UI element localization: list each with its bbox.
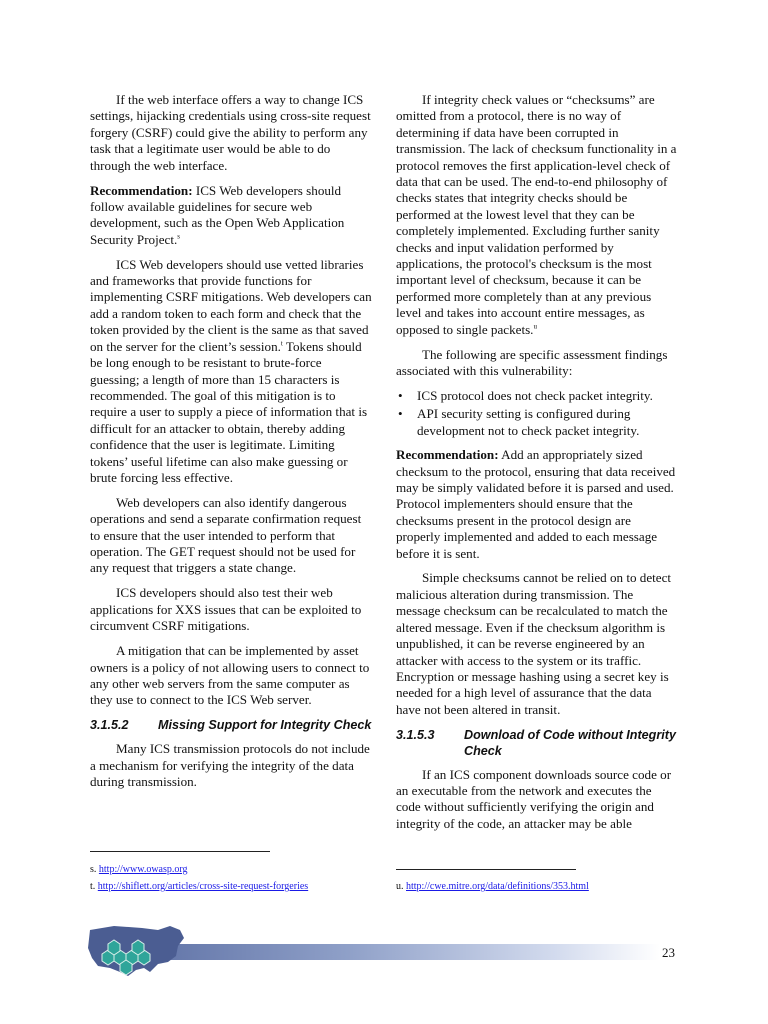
list-item-text: ICS protocol does not check packet integrity. bbox=[417, 387, 653, 403]
list-item bbox=[396, 406, 678, 439]
paragraph-text: ICS Web developers should use vetted libraries and frameworks that provide functions for implementing CSRF mitigations. Web developers can add a random token to each form and check that the token provided by the client is the same as that saved on the server for the client’s session. bbox=[90, 256, 372, 354]
findings-list bbox=[396, 388, 678, 439]
footnote-divider bbox=[90, 851, 270, 852]
paragraph: The following are specific assessment findings associated with this vulnerability: bbox=[396, 346, 668, 378]
footnote-label: s. bbox=[90, 864, 97, 875]
paragraph: Simple checksums cannot be relied on to detect malicious alteration during transmission. The message checksum can be recalculated to match the altered message. Even if the checksum algorithm is unpublished, it can be reverse engineered by an attacker with access to the system or its traffic. Encryption or message hashing using a secret key is needed for a high level of assurance that the data have not been altered in transit. bbox=[396, 570, 672, 717]
section-number: 3.1.5.2 bbox=[90, 718, 129, 733]
footnote-label: t. bbox=[90, 881, 96, 892]
footnote-ref-t[interactable]: t bbox=[280, 339, 283, 348]
paragraph: Web developers can also identify dangerous operations and send a separate confirmation request to ensure that the user intended to perform that operation. The GET request should not be used for any request that triggers a state change. bbox=[90, 494, 362, 576]
hexagon-icon bbox=[120, 960, 132, 975]
paragraph: If an ICS component downloads source code or an executable from the network and executes the code without sufficiently verifying the origin and integrity of the code, an attacker may be able bbox=[396, 766, 672, 831]
footnote-label: u. bbox=[396, 881, 404, 892]
bullet-icon: • bbox=[398, 406, 403, 422]
recommendation-label: Recommendation: bbox=[90, 182, 193, 198]
us-map-logo-icon bbox=[84, 918, 192, 982]
paragraph: A mitigation that can be implemented by asset owners is a policy of not allowing users to connect to any other web servers from the same computer as they use to connect to the ICS Web server. bbox=[90, 643, 370, 708]
footnote-s bbox=[90, 863, 188, 876]
page-number: 23 bbox=[662, 945, 675, 960]
paragraph-text: If integrity check values or “checksums” are omitted from a protocol, there is no way of determining if data have been corrupted in transmission. The lack of checksum functionality in a protocol removes the first application-level check of data that can be used. The end-to-end philosophy of checks states that integrity checks should be performed at the lowest level that they can be completely implemented. Excluding further sanity checks and input validation performed by applications, the protocol's checksum is the most important level of checksum, because it can be performed more completely than at any previous level and takes into account entire messages, as opposed to single packets. bbox=[396, 92, 677, 337]
footnote-divider bbox=[396, 869, 576, 870]
section-title: Missing Support for Integrity Check bbox=[158, 718, 372, 733]
footer-bar bbox=[140, 944, 660, 960]
left-column bbox=[90, 92, 372, 799]
paragraph: ICS developers should also test their web applications for XXS issues that can be exploited to circumvent CSRF mitigations. bbox=[90, 585, 362, 634]
footnote-link[interactable]: http://www.owasp.org bbox=[98, 864, 188, 875]
footnote-link[interactable]: http://shiflett.org/articles/cross-site-request-forgeries bbox=[97, 881, 309, 892]
list-item bbox=[396, 388, 678, 404]
hexagon-icon bbox=[132, 940, 144, 955]
paragraph bbox=[90, 257, 372, 487]
bullet-icon: • bbox=[398, 387, 403, 403]
footnote-link[interactable]: http://cwe.mitre.org/data/definitions/353.html bbox=[406, 881, 589, 892]
paragraph bbox=[396, 447, 678, 562]
paragraph-text: Add an appropriately sized checksum to the protocol, ensuring that data received may be simply validated before it is parsed and used. Protocol implementers should ensure that the checksums present in the protocol design are properly implemented and added to each message before it is sent. bbox=[396, 447, 676, 561]
section-heading bbox=[396, 727, 678, 759]
footnote-u bbox=[396, 880, 589, 893]
recommendation-label: Recommendation: bbox=[396, 447, 499, 463]
paragraph: If the web interface offers a way to change ICS settings, hijacking credentials using cross-site request forgery (CSRF) could give the ability to perform any task that a legitimate user would be able to do through the web interface. bbox=[90, 92, 371, 173]
paragraph-text: Tokens should be long enough to be resistant to brute-force guessing; a length of more than 15 characters is recommended. The goal of this mitigation is to require a user to supply a piece of information that is difficult for an attacker to obtain, thereby adding confidence that the user is legitimate. Limiting tokens’ useful lifetime can also make guessing or brute forcing less effective. bbox=[90, 338, 368, 485]
footnote-ref-u[interactable]: u bbox=[533, 322, 537, 331]
section-title: Download of Code without Integrity Check bbox=[464, 727, 676, 758]
footnote-ref-s[interactable]: s bbox=[177, 232, 181, 241]
section-number: 3.1.5.3 bbox=[396, 727, 435, 742]
paragraph-text: ICS Web developers should follow available guidelines for secure web development, such as the Open Web Application Security Project. bbox=[90, 182, 345, 247]
section-heading bbox=[90, 717, 372, 733]
list-item-text: API security setting is configured during development not to check packet integrity. bbox=[417, 406, 640, 438]
right-column bbox=[396, 92, 678, 841]
footnote-t bbox=[90, 880, 308, 893]
paragraph: Many ICS transmission protocols do not include a mechanism for verifying the integrity of the data during transmission. bbox=[90, 741, 370, 790]
hexagon-icon bbox=[108, 940, 120, 955]
paragraph bbox=[90, 183, 372, 249]
paragraph bbox=[396, 92, 678, 338]
